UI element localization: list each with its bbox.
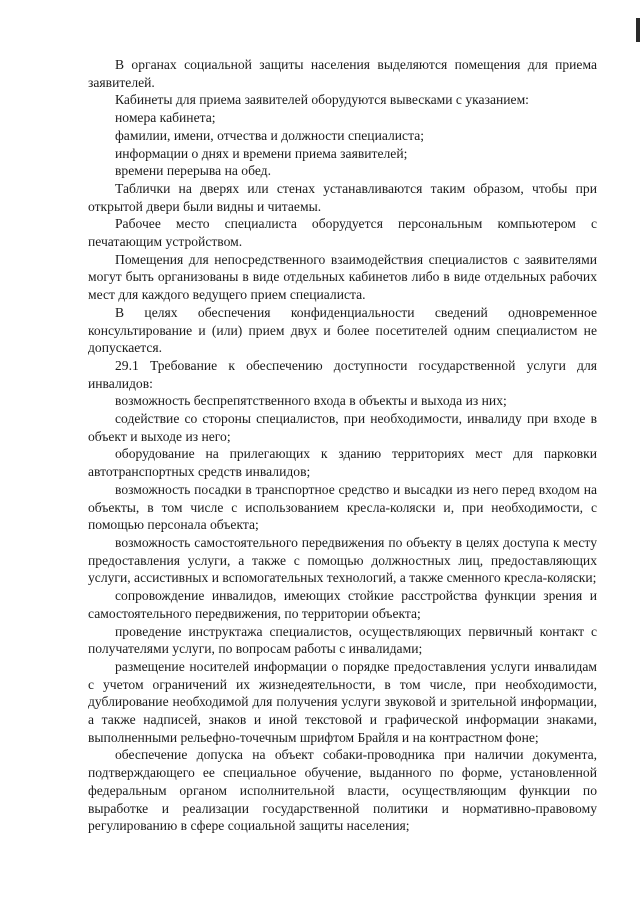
- paragraph-lunch-break: времени перерыва на обед.: [115, 163, 271, 179]
- paragraph-parking: оборудование на прилегающих к зданию территориях мест для парковки автотранспортных средств инвалидов;: [88, 446, 597, 480]
- paragraph-independent-movement: возможность самостоятельного передвижения по объекту в целях доступа к месту предоставления услуги, а также с помощью должностных лиц, предоставляющих услуги, ассистивных и вспомогательных технологий, а также сменного кресла-коляски;: [88, 534, 597, 586]
- paragraph-staff-briefing: проведение инструктажа специалистов, осуществляющих первичный контакт с получателями услуги, по вопросам работы с инвалидами;: [88, 623, 597, 657]
- paragraph-reception-days: информации о днях и времени приема заявителей;: [115, 145, 408, 161]
- paragraph-specialist-name: фамилии, имени, отчества и должности специалиста;: [115, 127, 425, 143]
- paragraph-transport-boarding: возможность посадки в транспортное средство и высадки из него перед входом на объекты, в том числе с использованием кресла-коляски и, при необходимости, с помощью персонала объекта;: [88, 481, 597, 533]
- document-body: [88, 56, 597, 835]
- paragraph-premises: В органах социальной защиты населения выделяются помещения для приема заявителей.: [88, 57, 597, 90]
- paragraph-accessibility-heading: 29.1 Требование к обеспечению доступности государственной услуги для инвалидов:: [88, 357, 597, 391]
- paragraph-door-plates: Таблички на дверях или стенах устанавливаются таким образом, чтобы при открытой двери были видны и читаемы.: [88, 180, 597, 214]
- paragraph-signs-intro: Кабинеты для приема заявителей оборудуются вывесками с указанием:: [115, 92, 529, 108]
- paragraph-confidentiality: В целях обеспечения конфиденциальности сведений одновременное консультирование и (или) прием двух и более посетителей одним специалистом не допускается.: [88, 304, 597, 356]
- paragraph-information-media: размещение носителей информации о порядке предоставления услуги инвалидам с учетом ограничений их жизнедеятельности, в том числе, при необходимости, дублирование необходимой для получения услуги звуковой и зрительной информации, а также надписей, знаков и иной текстовой и графической информации знаками, выполненными рельефно-точечным шрифтом Брайля и на контрастном фоне;: [88, 658, 597, 745]
- paragraph-interaction-rooms: Помещения для непосредственного взаимодействия специалистов с заявителями могут быть организованы в виде отдельных кабинетов либо в виде отдельных рабочих мест для каждого ведущего прием специалиста.: [88, 251, 597, 303]
- scan-edge-mark: [636, 18, 640, 42]
- paragraph-room-number: номера кабинета;: [115, 110, 216, 126]
- paragraph-free-entry: возможность беспрепятственного входа в объекты и выхода из них;: [115, 393, 507, 409]
- paragraph-guide-dog: обеспечение допуска на объект собаки-проводника при наличии документа, подтверждающего ее специальное обучение, выданного по форме, установленной федеральным органом исполнительной власти, осуществляющим функции по выработке и реализации государственной политики и нормативно-правовому регулированию в сфере социальной защиты населения;: [88, 747, 597, 834]
- paragraph-escort: сопровождение инвалидов, имеющих стойкие расстройства функции зрения и самостоятельного передвижения, по территории объекта;: [88, 588, 597, 621]
- paragraph-specialist-assistance: содействие со стороны специалистов, при необходимости, инвалиду при входе в объект и выходе из него;: [88, 411, 597, 444]
- paragraph-workplace: Рабочее место специалиста оборудуется персональным компьютером с печатающим устройством.: [88, 216, 597, 250]
